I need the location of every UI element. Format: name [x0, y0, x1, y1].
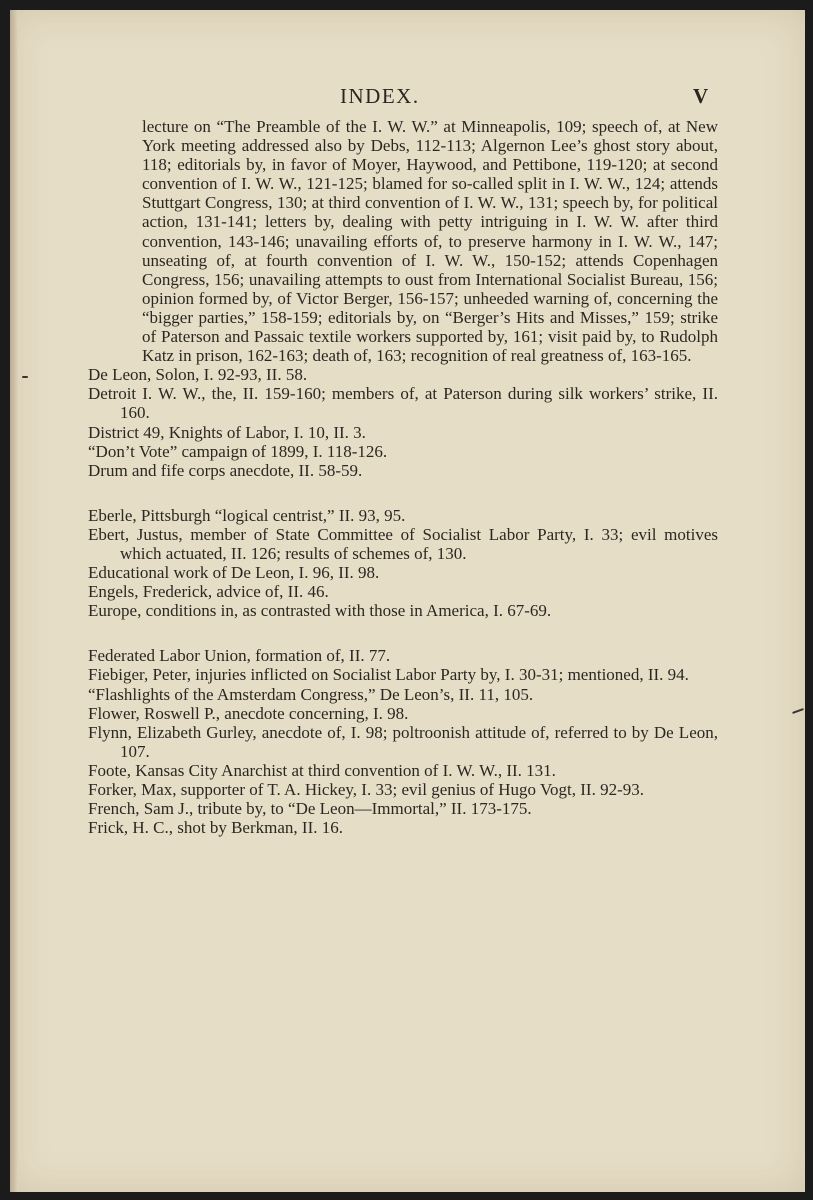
page-number: V: [693, 84, 709, 108]
index-content: [88, 117, 718, 837]
index-entry: Forker, Max, supporter of T. A. Hickey, I. 33; evil genius of Hugo Vogt, II. 92-93.: [88, 780, 644, 799]
index-entry: Engels, Frederick, advice of, II. 46.: [88, 582, 329, 602]
index-entry: Drum and fife corps anecdote, II. 58-59.: [88, 460, 363, 480]
running-header: [10, 84, 805, 114]
book-page: [10, 10, 805, 1192]
index-entry: Foote, Kansas City Anarchist at third convention of I. W. W., II. 131.: [88, 760, 556, 780]
index-entry: Flower, Roswell P., anecdote concerning, I. 98.: [88, 703, 409, 723]
section-gap: [88, 480, 718, 506]
index-entry: De Leon, Solon, I. 92-93, II. 58.: [88, 365, 308, 385]
index-entry: “Flashlights of the Amsterdam Congress,” De Leon’s, II. 11, 105.: [88, 684, 534, 704]
edge-mark: [22, 376, 28, 378]
edge-mark: [792, 708, 804, 714]
index-entry: Ebert, Justus, member of State Committee of Socialist Labor Party, I. 33; evil motives which actuated, II. 126; results of schemes of, 130.: [88, 524, 718, 563]
index-entry: Eberle, Pittsburgh “logical centrist,” II. 93, 95.: [88, 505, 406, 525]
index-entry: District 49, Knights of Labor, I. 10, II. 3.: [88, 422, 366, 442]
index-section-d: [88, 365, 718, 480]
index-entry: “Don’t Vote” campaign of 1899, I. 118-126.: [88, 441, 388, 461]
index-entry: Fiebiger, Peter, injuries inflicted on Socialist Labor Party by, I. 30-31; mentioned, II. 94.: [88, 665, 689, 685]
index-entry: Flynn, Elizabeth Gurley, anecdote of, I. 98; poltroonish attitude of, referred to by De Leon, 107.: [88, 722, 718, 761]
index-entry: Europe, conditions in, as contrasted with those in America, I. 67-69.: [88, 601, 552, 621]
index-section-e: [88, 506, 718, 621]
index-entry: Frick, H. C., shot by Berkman, II. 16.: [88, 818, 343, 838]
section-gap: [88, 620, 718, 646]
index-entry: Detroit I. W. W., the, II. 159-160; members of, at Paterson during silk workers’ strike, II. 160.: [88, 384, 718, 423]
header-title: INDEX.: [340, 84, 420, 108]
index-entry: French, Sam J., tribute by, to “De Leon—Immortal,” II. 173-175.: [88, 799, 532, 819]
index-entry: Federated Labor Union, formation of, II. 77.: [88, 646, 391, 666]
page-spine-shadow: [10, 10, 18, 1192]
continued-entry: lecture on “The Preamble of the I. W. W.” at Minneapolis, 109; speech of, at New York meeting addressed also by Debs, 112-113; Algernon Lee’s ghost story about, 118; editorials by, in favor of Moyer, Haywood, and Pettibone, 119-120; at second convention of I. W. W., 121-125; blamed for so-called split in I. W. W., 124; attends Stuttgart Congress, 130; at third convention of I. W. W., 131; speech by, for political action, 131-141; letters by, dealing with petty intriguing in I. W. W. after third convention, 143-146; unavailing efforts of, to preserve harmony in I. W. W., 147; unseating of, at fourth convention of I. W. W., 150-152; attends Copenhagen Congress, 156; unavailing attempts to oust from International Socialist Bureau, 156; opinion formed by, of Victor Berger, 156-157; unheeded warning of, concerning the “bigger parties,” 158-159; editorials by, on “Berger’s Hits and Misses,” 159; strike of Paterson and Passaic textile workers supported by, 161; visit paid by, to Rudolph Katz in prison, 162-163; death of, 163; recognition of real greatness of, 163-165.: [142, 117, 718, 366]
index-section-f: [88, 646, 718, 837]
index-entry: Educational work of De Leon, I. 96, II. 98.: [88, 563, 380, 583]
